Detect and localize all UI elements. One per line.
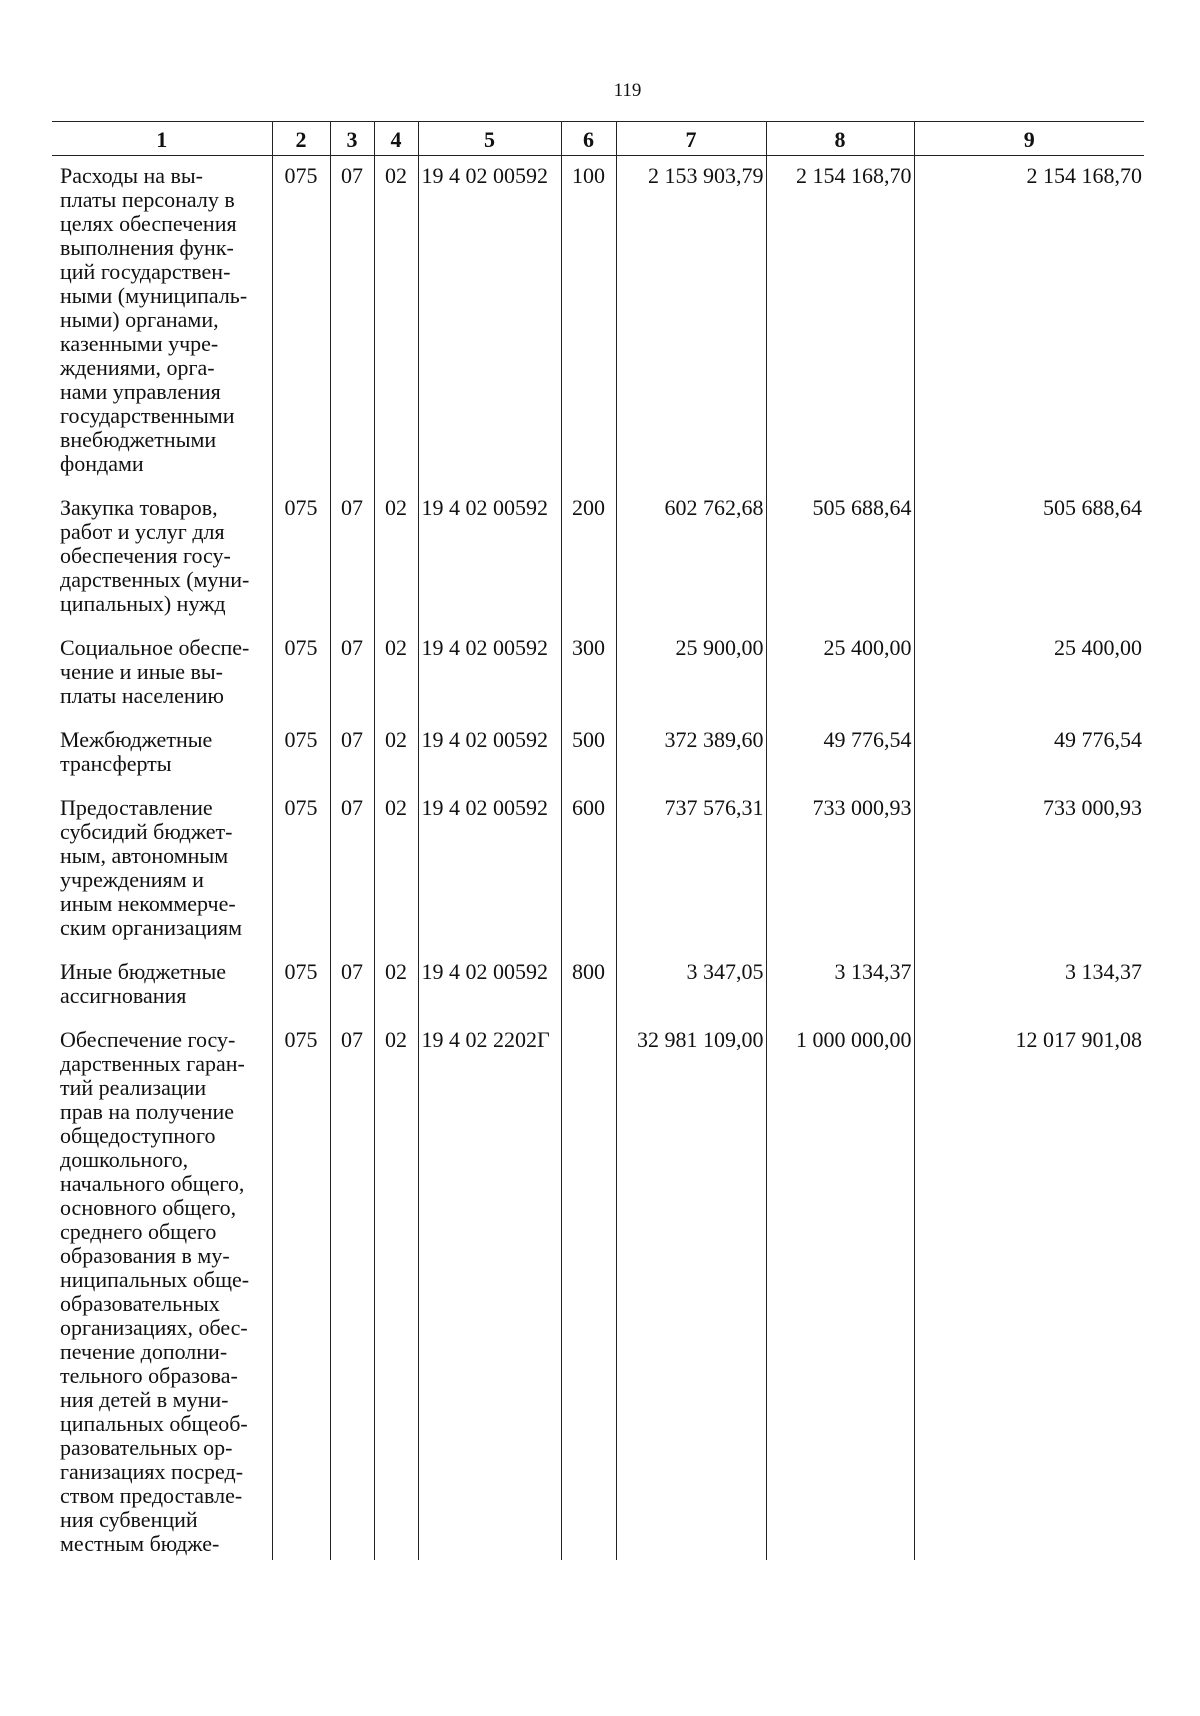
amount-cell: 2 154 168,70 — [914, 156, 1144, 489]
amount-cell: 12 017 901,08 — [914, 1020, 1144, 1560]
header-row — [52, 122, 1144, 156]
grbs-code-cell: 075 — [272, 1020, 330, 1560]
section-code-cell: 07 — [330, 952, 374, 1020]
grbs-code-cell: 075 — [272, 720, 330, 788]
expense-type-cell: 300 — [561, 628, 616, 720]
grbs-code-cell: 075 — [272, 628, 330, 720]
column-header: 6 — [561, 122, 616, 156]
expense-type-cell: 100 — [561, 156, 616, 489]
column-header: 5 — [418, 122, 561, 156]
table-row — [52, 952, 1144, 1020]
section-code-cell: 07 — [330, 488, 374, 628]
subsection-code-cell: 02 — [374, 156, 418, 489]
subsection-code-cell: 02 — [374, 720, 418, 788]
grbs-code-cell: 075 — [272, 788, 330, 952]
target-article-cell: 19 4 02 00592 — [418, 788, 561, 952]
subsection-code-cell: 02 — [374, 952, 418, 1020]
section-code-cell: 07 — [330, 1020, 374, 1560]
table-row — [52, 156, 1144, 489]
amount-cell: 32 981 109,00 — [616, 1020, 766, 1560]
column-header: 1 — [52, 122, 272, 156]
target-article-cell: 19 4 02 00592 — [418, 488, 561, 628]
amount-cell: 49 776,54 — [766, 720, 914, 788]
section-code-cell: 07 — [330, 628, 374, 720]
target-article-cell: 19 4 02 00592 — [418, 156, 561, 489]
amount-cell: 505 688,64 — [914, 488, 1144, 628]
expense-name-cell: Обеспечение госу- дарственных гаран- тий реализации прав на получение общедоступного дошкольного, начального общего, основного общего, среднего общего образования в му- ниципальных обще- образовательных организациях, обес- печение дополни- тельного образова- ния детей в муни- ципальных общеоб- разовательных ор- ганизациях посред- ством предоставле- ния субвенций местным бюдже- — [60, 1027, 250, 1556]
column-header: 3 — [330, 122, 374, 156]
table-row — [52, 628, 1144, 720]
amount-cell: 2 153 903,79 — [616, 156, 766, 489]
expense-type-cell: 500 — [561, 720, 616, 788]
amount-cell: 3 134,37 — [766, 952, 914, 1020]
amount-cell: 25 400,00 — [914, 628, 1144, 720]
column-header: 4 — [374, 122, 418, 156]
subsection-code-cell: 02 — [374, 628, 418, 720]
amount-cell: 737 576,31 — [616, 788, 766, 952]
amount-cell: 3 134,37 — [914, 952, 1144, 1020]
subsection-code-cell: 02 — [374, 1020, 418, 1560]
amount-cell: 2 154 168,70 — [766, 156, 914, 489]
column-header: 9 — [914, 122, 1144, 156]
section-code-cell: 07 — [330, 788, 374, 952]
subsection-code-cell: 02 — [374, 488, 418, 628]
grbs-code-cell: 075 — [272, 488, 330, 628]
page-number: 119 — [613, 80, 642, 101]
expense-name-cell: Предоставление субсидий бюджет- ным, автономным учреждениям и иным некоммерче- ским организациям — [60, 795, 243, 940]
amount-cell: 25 900,00 — [616, 628, 766, 720]
amount-cell: 25 400,00 — [766, 628, 914, 720]
expense-name-cell: Межбюджетные трансферты — [60, 727, 213, 776]
table-row — [52, 720, 1144, 788]
section-code-cell: 07 — [330, 720, 374, 788]
amount-cell: 733 000,93 — [766, 788, 914, 952]
column-header: 8 — [766, 122, 914, 156]
table-body — [52, 156, 1144, 1561]
column-header: 7 — [616, 122, 766, 156]
budget-table — [52, 121, 1144, 1560]
expense-type-cell: 200 — [561, 488, 616, 628]
expense-name-cell: Расходы на вы- платы персоналу в целях обеспечения выполнения функ- ций государствен- ными (муниципаль- ными) органами, казенными учре- ждениями, орга- нами управления государственными внебюджетными фондами — [60, 163, 248, 476]
expense-name-cell: Социальное обеспе- чение и иные вы- платы населению — [60, 635, 250, 708]
table-row — [52, 488, 1144, 628]
amount-cell: 372 389,60 — [616, 720, 766, 788]
target-article-cell: 19 4 02 00592 — [418, 952, 561, 1020]
expense-name-cell: Закупка товаров, работ и услуг для обеспечения госу- дарственных (муни- ципальных) нужд — [60, 495, 250, 616]
target-article-cell: 19 4 02 00592 — [418, 628, 561, 720]
amount-cell: 1 000 000,00 — [766, 1020, 914, 1560]
amount-cell: 733 000,93 — [914, 788, 1144, 952]
amount-cell: 602 762,68 — [616, 488, 766, 628]
amount-cell: 505 688,64 — [766, 488, 914, 628]
target-article-cell: 19 4 02 00592 — [418, 720, 561, 788]
table-row — [52, 1020, 1144, 1560]
expense-type-cell: 800 — [561, 952, 616, 1020]
grbs-code-cell: 075 — [272, 952, 330, 1020]
grbs-code-cell: 075 — [272, 156, 330, 489]
expense-type-cell: 600 — [561, 788, 616, 952]
table-row — [52, 788, 1144, 952]
expense-type-cell — [561, 1020, 616, 1560]
amount-cell: 3 347,05 — [616, 952, 766, 1020]
column-header: 2 — [272, 122, 330, 156]
section-code-cell: 07 — [330, 156, 374, 489]
subsection-code-cell: 02 — [374, 788, 418, 952]
amount-cell: 49 776,54 — [914, 720, 1144, 788]
expense-name-cell: Иные бюджетные ассигнования — [60, 959, 227, 1008]
target-article-cell: 19 4 02 2202Г — [418, 1020, 561, 1560]
